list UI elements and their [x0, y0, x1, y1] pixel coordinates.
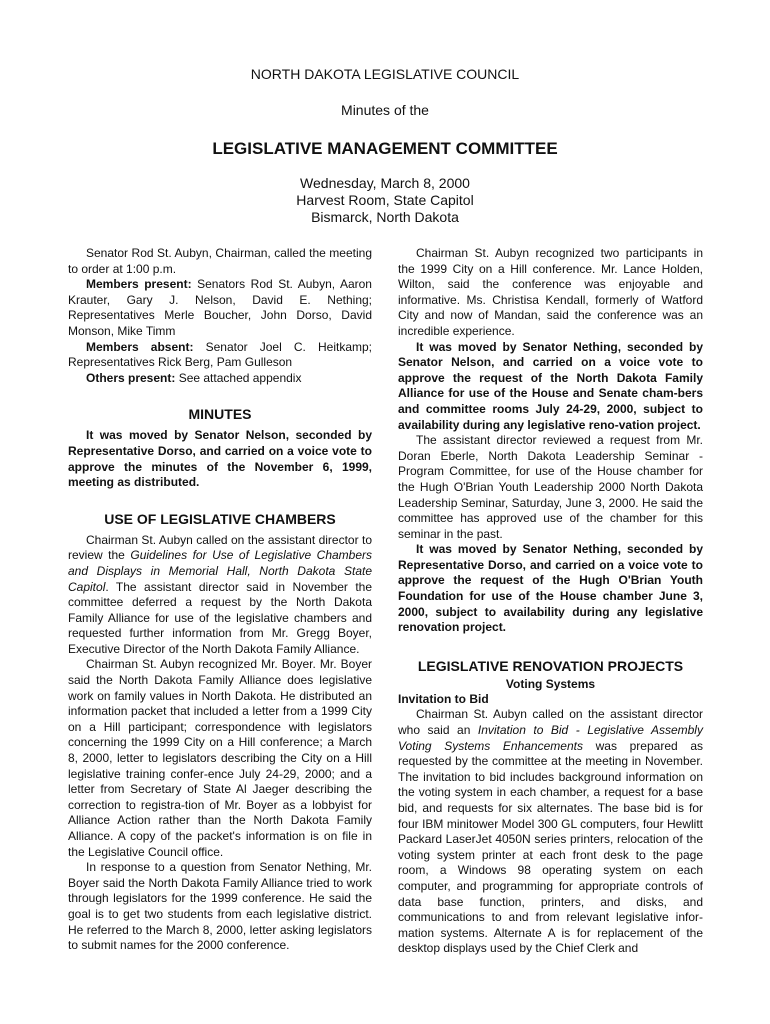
- chambers-paragraph-1: [68, 533, 372, 658]
- members-absent-text: Senator Joel C. Heitkamp; Representatives Rick Berg, Pam Gulleson: [68, 339, 372, 370]
- others-present: [68, 371, 372, 387]
- members-absent-label: Members absent:: [86, 339, 194, 354]
- hugh-obrian-motion: It was moved by Senator Nething, seconded by Representative Dorso, and carried on a voice vote to approve the request of the Hugh O'Brian Youth Foundation for use of the House chamber June 3, 2000, subject to availability during any legislative renovation project.: [398, 542, 703, 635]
- members-present-label: Members present:: [86, 277, 192, 292]
- minutes-of-label: Minutes of the: [341, 102, 429, 118]
- chambers-p1-end: . The assistant director said in November the committee deferred a request by the North Dakota Family Alliance for use of the legislative chambers and requested further information from Mr. Gregg Boyer, Executive Director of the North Dakota Family Alliance.: [68, 579, 372, 656]
- leadership-seminar-paragraph: The assistant director reviewed a request from Mr. Doran Eberle, North Dakota Leadership Seminar - Program Committee, for use of the House chamber for the Hugh O'Brian Youth Leadership 2000 North Dakota Leadership Seminar, Saturday, June 3, 2000. He said the committee has approved use of the chamber for this seminar in the past.: [398, 433, 703, 541]
- renovation-heading: LEGISLATIVE RENOVATION PROJECTS: [417, 657, 684, 674]
- chambers-paragraph-2: Chairman St. Aubyn recognized Mr. Boyer. Mr. Boyer said the North Dakota Family Alliance does legislative work on family values in North Dakota. He distributed an information packet that included a letter from a 1999 City on a Hill participant; correspondence with legislators concerning the 1999 City on a Hill conference; a March 8, 2000, letter to legislators describing the City on a Hill legislative training confer-ence July 24-29, 2000; and a letter from Secretary of State Al Jaeger describing the correction to registra-tion of Mr. Boyer as a lobbyist for Alliance Action rather than the North Dakota Family Alliance. A copy of the packet's information is on file in the Legislative Council office.: [68, 657, 372, 859]
- chambers-paragraph-3: In response to a question from Senator Nething, Mr. Boyer said the North Dakota Family Alliance tried to work through legislators for the 1999 conference. He said the goal is to get two students from each legislative district. He referred to the March 8, 2000, letter asking legislators to submit names for the 2000 conference.: [68, 860, 372, 953]
- invitation-paragraph: [398, 707, 703, 957]
- participants-paragraph: Chairman St. Aubyn recognized two participants in the 1999 City on a Hill conference. Mr. Lance Holden, Wilton, said the conference was enjoyable and informative. Ms. Christisa Kendall, formerly of Watford City and now of Mandan, said the conference was an incredible experience.: [398, 246, 703, 338]
- opening-paragraph: Senator Rod St. Aubyn, Chairman, called the meeting to order at 1:00 p.m.: [68, 246, 372, 276]
- meeting-info: [0, 175, 770, 226]
- guidelines-title: Guidelines for Use of Legislative Chambers and Displays in Memorial Hall, North Dakota State Capitol: [68, 548, 373, 594]
- voting-systems-subheading: Voting Systems: [505, 676, 596, 691]
- invitation-title: Invitation to Bid - Legislative Assembly Voting Systems Enhancements: [398, 723, 703, 753]
- members-absent: [68, 340, 372, 371]
- left-column: [68, 246, 372, 954]
- family-alliance-motion: It was moved by Senator Nething, seconded by Senator Nelson, and carried on a voice vote to approve the request of the North Dakota Family Alliance for use of the House and Senate cham-bers and committee rooms July 24-29, 2000, subject to availability during any legislative reno-vation project.: [398, 339, 703, 432]
- document-header: [0, 66, 770, 226]
- meeting-city: Bismarck, North Dakota: [311, 209, 459, 225]
- right-column: [398, 246, 703, 957]
- meeting-room: Harvest Room, State Capitol: [296, 192, 474, 208]
- meeting-date: Wednesday, March 8, 2000: [300, 175, 470, 191]
- committee-title: LEGISLATIVE MANAGEMENT COMMITTEE: [212, 139, 558, 158]
- invitation-p-start: Chairman St. Aubyn called on the assistant director who said an: [398, 707, 703, 738]
- minutes-heading: MINUTES: [188, 406, 252, 423]
- minutes-motion: It was moved by Senator Nelson, seconded by Representative Dorso, and carried on a voice vote to approve the minutes of the November 6, 1999, meeting as distributed.: [68, 428, 372, 490]
- members-present: [68, 277, 372, 339]
- invitation-to-bid-heading: Invitation to Bid: [398, 691, 489, 706]
- others-present-text: See attached appendix: [175, 370, 302, 385]
- members-present-text: Senators Rod St. Aubyn, Aaron Krauter, Gary J. Nelson, David E. Nething; Representatives Merle Boucher, John Dorso, David Monson, Mike Timm: [68, 277, 372, 338]
- chambers-p1-start: Chairman St. Aubyn called on the assistant director to review the: [68, 532, 372, 563]
- invitation-p-end: was prepared as requested by the committee at the meeting in November. The invitation to bid includes background information on the voting system in each chamber, a request for a base bid, and requests for six alternates. The base bid is for four IBM minitower Model 300 GL computers, four Hewlitt Packard LaserJet 4050N series printers, relocation of the voting system printer at each front desk to the page room, a Windows 98 operating system on each computer, and programming for appropriate controls of data base function, printers, and disks, and communications to and from relevant legislative infor-mation systems. Alternate A is for replacement of the desktop displays used by the Chief Clerk and: [398, 738, 703, 956]
- others-present-label: Others present:: [86, 370, 176, 385]
- chambers-heading: USE OF LEGISLATIVE CHAMBERS: [104, 510, 336, 527]
- council-name: NORTH DAKOTA LEGISLATIVE COUNCIL: [250, 66, 520, 82]
